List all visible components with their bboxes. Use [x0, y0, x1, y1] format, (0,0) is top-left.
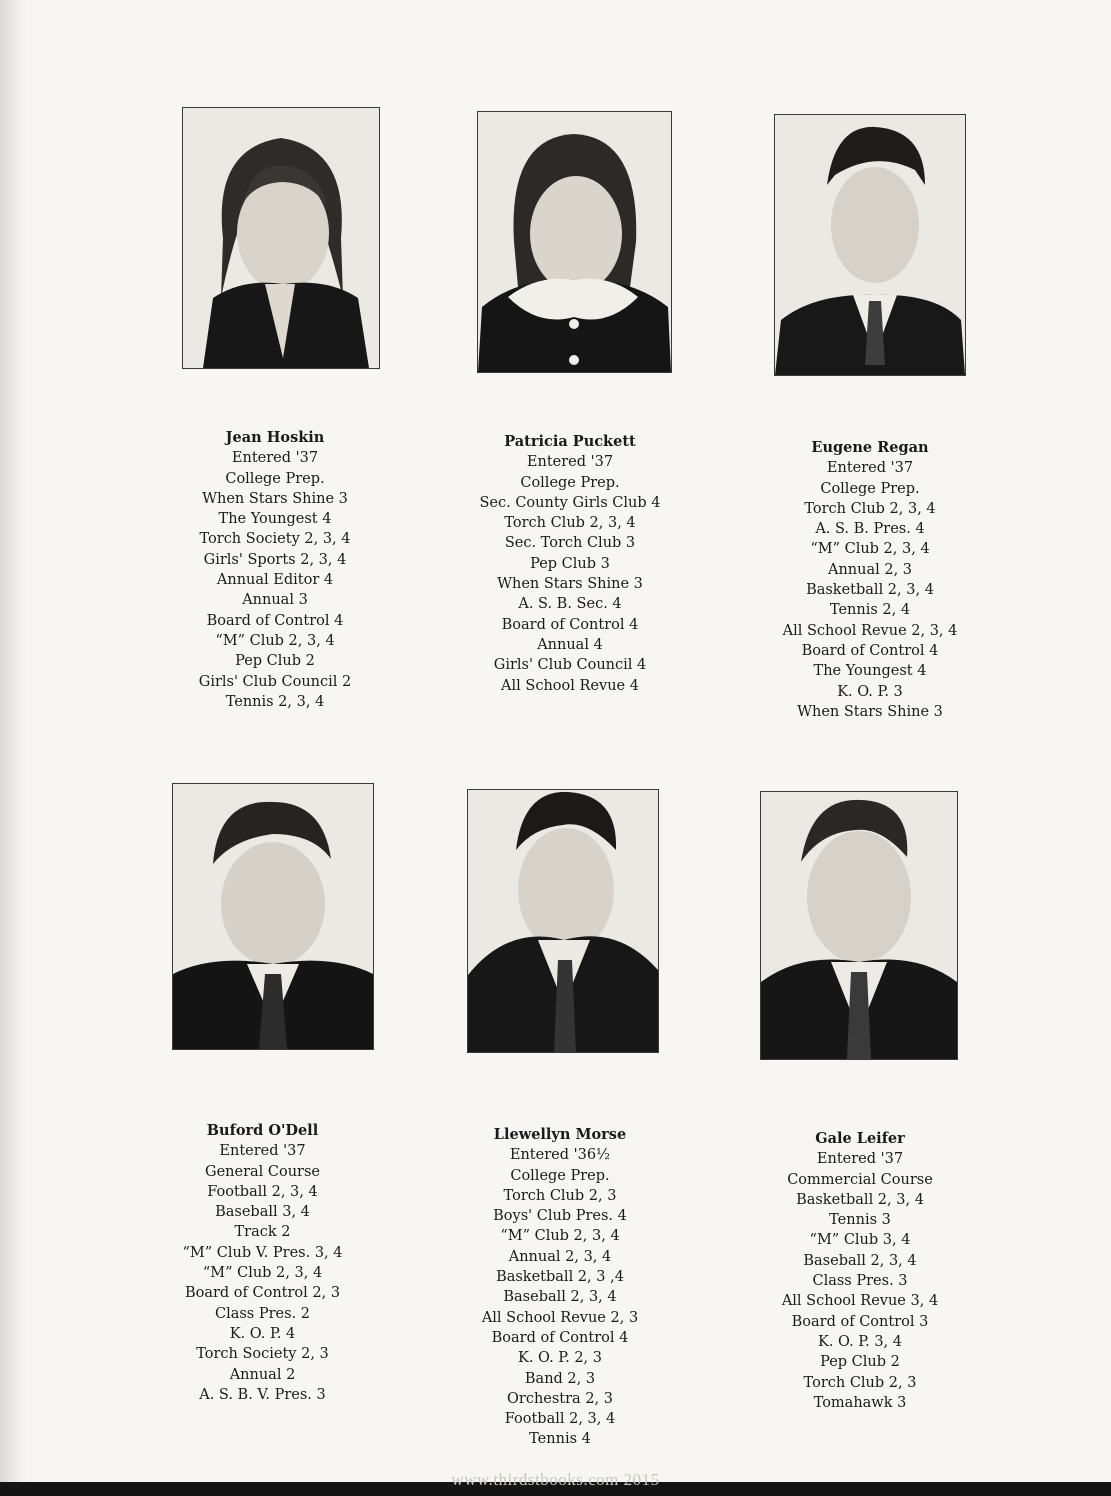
- bio-line: “M” Club 2, 3, 4: [500, 1228, 620, 1245]
- bio-line: Commercial Course: [787, 1171, 933, 1188]
- bio-line: Torch Club 2, 3: [503, 1187, 617, 1204]
- bio-line: Annual 2, 3: [827, 561, 913, 578]
- bio-line: Annual Editor 4: [216, 572, 334, 589]
- bio-line: College Prep.: [225, 470, 325, 487]
- bio-line: Torch Club 2, 3: [803, 1374, 917, 1391]
- bio-line: All School Revue 2, 3, 4: [782, 622, 958, 639]
- bio-line: K. O. P. 3: [837, 683, 903, 700]
- bio-line: Torch Club 2, 3, 4: [804, 500, 936, 517]
- bio-line: Entered '37: [219, 1143, 306, 1160]
- student-bio: [435, 1125, 685, 1450]
- bio-line: Track 2: [234, 1224, 291, 1241]
- student-bio: [440, 432, 700, 696]
- bio-line: When Stars Shine 3: [202, 490, 348, 507]
- bio-line: Tennis 2, 4: [829, 602, 911, 619]
- bio-line: All School Revue 2, 3: [481, 1309, 639, 1326]
- bio-line: Basketball 2, 3, 4: [806, 582, 934, 599]
- bio-line: Football 2, 3, 4: [504, 1411, 616, 1428]
- watermark-text: www.thirdstbooks.com 2015: [451, 1470, 660, 1489]
- bio-line: When Stars Shine 3: [797, 703, 943, 720]
- bio-line: Board of Control 4: [491, 1329, 629, 1346]
- bio-line: Tennis 3: [829, 1212, 891, 1229]
- bio-line: Board of Control 2, 3: [184, 1285, 341, 1302]
- bio-line: Girls' Club Council 2: [198, 673, 352, 690]
- bio-line: Tomahawk 3: [813, 1394, 907, 1411]
- bio-line: Baseball 3, 4: [215, 1204, 310, 1221]
- student-name: Llewellyn Morse: [493, 1126, 627, 1143]
- student-name: Jean Hoskin: [225, 429, 325, 446]
- bio-line: Pep Club 2: [235, 653, 315, 670]
- bio-line: K. O. P. 2, 3: [517, 1350, 602, 1367]
- bio-line: “M” Club 2, 3, 4: [202, 1265, 323, 1282]
- bio-line: Annual 2: [229, 1366, 296, 1383]
- bio-line: “M” Club 2, 3, 4: [810, 541, 930, 558]
- student-name: Patricia Puckett: [504, 433, 636, 450]
- bio-line: Orchestra 2, 3: [507, 1390, 613, 1407]
- bio-line: Boys' Club Pres. 4: [493, 1208, 627, 1225]
- bio-line: Pep Club 3: [530, 555, 610, 572]
- portrait-photo: [183, 108, 379, 368]
- bio-line: Baseball 2, 3, 4: [503, 1289, 617, 1306]
- bio-line: Basketball 2, 3 ,4: [496, 1269, 624, 1286]
- bio-line: “M” Club 3, 4: [809, 1232, 911, 1249]
- bio-line: Annual 3: [242, 592, 308, 609]
- bio-line: Sec. Torch Club 3: [504, 535, 636, 552]
- bio-line: Class Pres. 2: [214, 1305, 311, 1322]
- bio-line: The Youngest 4: [218, 511, 332, 528]
- bio-line: “M” Club V. Pres. 3, 4: [182, 1244, 343, 1261]
- bio-line: Torch Society 2, 3, 4: [199, 531, 351, 548]
- portrait-photo: [761, 792, 957, 1059]
- bio-line: Girls' Club Council 4: [493, 657, 647, 674]
- bio-line: A. S. B. Sec. 4: [518, 596, 622, 613]
- bio-line: All School Revue 3, 4: [781, 1293, 939, 1310]
- bio-line: College Prep.: [520, 474, 620, 491]
- bio-line: Baseball 2, 3, 4: [803, 1252, 917, 1269]
- bio-line: General Course: [204, 1163, 321, 1180]
- bio-line: All School Revue 4: [501, 677, 639, 694]
- portrait-photo: [468, 790, 658, 1052]
- bio-line: K. O. P. 4: [229, 1325, 296, 1342]
- bio-line: “M” Club 2, 3, 4: [215, 632, 335, 649]
- portrait-photo: [775, 115, 965, 375]
- bio-line: College Prep.: [820, 480, 920, 497]
- bio-line: Entered '37: [816, 1151, 904, 1168]
- student-name: Buford O'Dell: [206, 1122, 319, 1139]
- bio-line: Torch Club 2, 3, 4: [504, 515, 636, 532]
- bio-line: College Prep.: [510, 1167, 610, 1184]
- bio-line: Girls' Sports 2, 3, 4: [203, 551, 347, 568]
- bio-line: Tennis 4: [529, 1431, 591, 1448]
- bio-line: Board of Control 4: [206, 612, 344, 629]
- portrait-photo: [173, 784, 373, 1049]
- bio-line: Entered '37: [526, 454, 614, 471]
- bio-line: Annual 4: [537, 636, 603, 653]
- student-name: Gale Leifer: [815, 1130, 905, 1147]
- bio-line: Sec. County Girls Club 4: [479, 494, 661, 511]
- bio-line: Tennis 2, 3, 4: [225, 693, 325, 710]
- bio-line: Pep Club 2: [820, 1354, 900, 1371]
- student-bio: [140, 1121, 385, 1405]
- student-name: Eugene Regan: [811, 439, 929, 456]
- bio-line: K. O. P. 3, 4: [817, 1333, 902, 1350]
- bio-line: Torch Society 2, 3: [196, 1346, 329, 1363]
- student-bio: [735, 1129, 985, 1413]
- bio-line: Football 2, 3, 4: [207, 1183, 318, 1200]
- bio-line: Entered '37: [826, 460, 914, 477]
- bio-line: Class Pres. 3: [812, 1273, 908, 1290]
- page-gutter-shadow: [0, 0, 28, 1496]
- student-bio: [150, 428, 400, 712]
- bio-line: Annual 2, 3, 4: [508, 1248, 612, 1265]
- bio-line: Board of Control 3: [791, 1313, 929, 1330]
- bio-line: Entered '36½: [509, 1147, 611, 1164]
- bio-line: Board of Control 4: [801, 642, 939, 659]
- bio-line: Band 2, 3: [524, 1370, 596, 1387]
- bio-line: When Stars Shine 3: [497, 576, 643, 593]
- bio-line: Board of Control 4: [501, 616, 639, 633]
- bio-line: A. S. B. Pres. 4: [815, 521, 925, 538]
- student-bio: [745, 438, 995, 722]
- bio-line: Entered '37: [231, 450, 319, 467]
- portrait-photo: [478, 112, 671, 372]
- bio-line: A. S. B. V. Pres. 3: [199, 1386, 326, 1403]
- bio-line: The Youngest 4: [813, 663, 927, 680]
- bio-line: Basketball 2, 3, 4: [796, 1191, 924, 1208]
